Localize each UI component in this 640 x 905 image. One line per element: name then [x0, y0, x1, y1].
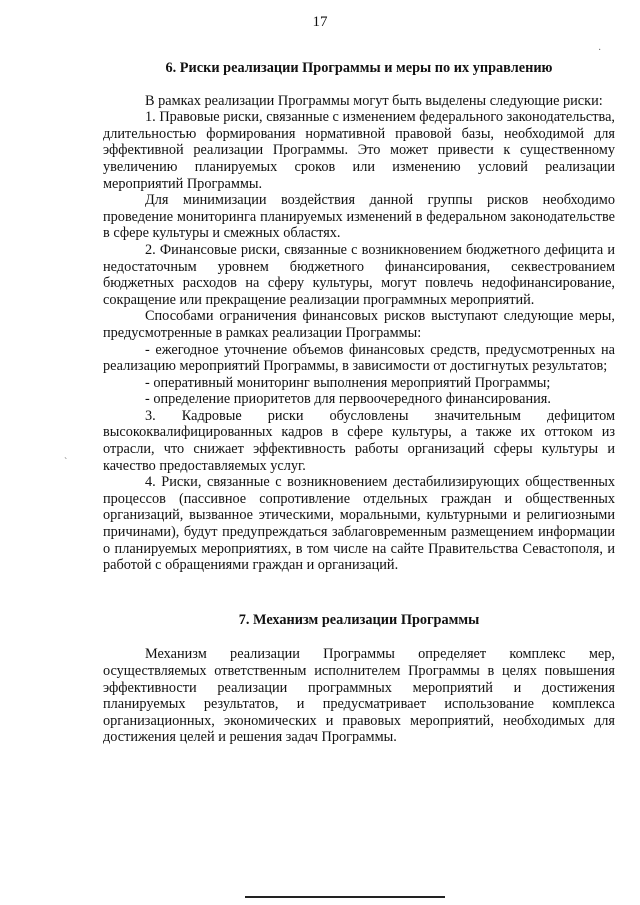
paragraph: 1. Правовые риски, связанные с изменением федерального законодательства, длительностью формирования нормативной правовой базы, необходимой для эффективной реализации Программы. Это может привести к существенному увеличению планируемых сроков или изменению условий реализации мероприятий Программы.	[103, 109, 615, 192]
paragraph: Способами ограничения финансовых рисков выступают следующие меры, предусмотренные в рамках реализации Программы:	[103, 308, 615, 341]
section-7-heading: 7. Механизм реализации Программы	[238, 611, 480, 628]
paragraph: 4. Риски, связанные с возникновением дестабилизирующих общественных процессов (пассивное сопротивление отдельных граждан и общественных организаций, вызванное этическими, моральными, культурными и религиозными причинами), будут предупреждаться заблаговременным размещением информации о планируемых мероприятиях, в том числе на сайте Правительства Севастополя, и работой с обращениями граждан и организаций.	[103, 474, 615, 574]
paragraph: Механизм реализации Программы определяет комплекс мер, осуществляемых ответственным исполнителем Программы в целях повышения эффективности реализации программных мероприятий и достижения планируемых результатов, и предусматривает использование комплекса организационных, экономических и правовых мероприятий, необходимых для достижения целей и решения задач Программы.	[103, 646, 615, 746]
paragraph: Для минимизации воздействия данной группы рисков необходимо проведение мониторинга планируемых изменений в федеральном законодательстве в сфере культуры и смежных областях.	[103, 192, 615, 242]
scan-mark: ·	[598, 45, 602, 56]
document-body	[103, 60, 615, 746]
section-6-heading: 6. Риски реализации Программы и меры по их управлению	[165, 60, 553, 76]
paragraph: 3. Кадровые риски обусловлены значительным дефицитом высококвалифицированных кадров в сфере культуры, а также их оттоком из отрасли, что снижает эффективность работы организаций сферы культуры и качество предоставляемых услуг.	[103, 407, 615, 474]
scan-mark: ˋ	[64, 457, 68, 468]
page-number: 17	[312, 14, 328, 30]
list-item: - оперативный мониторинг выполнения мероприятий Программы;	[145, 374, 551, 391]
scan-edge-line	[245, 896, 445, 898]
paragraph: 2. Финансовые риски, связанные с возникновением бюджетного дефицита и недостаточным уровнем бюджетного финансирования, секвестрованием бюджетных расходов на сферу культуры, могут повлечь недофинансирование, сокращение или прекращение реализации программных мероприятий.	[103, 241, 615, 308]
list-item: - определение приоритетов для первоочередного финансирования.	[145, 391, 551, 408]
paragraph: В рамках реализации Программы могут быть выделены следующие риски:	[145, 92, 603, 109]
list-item: - ежегодное уточнение объемов финансовых средств, предусмотренных на реализацию мероприятий Программы, в зависимости от достигнутых результатов;	[103, 341, 615, 375]
